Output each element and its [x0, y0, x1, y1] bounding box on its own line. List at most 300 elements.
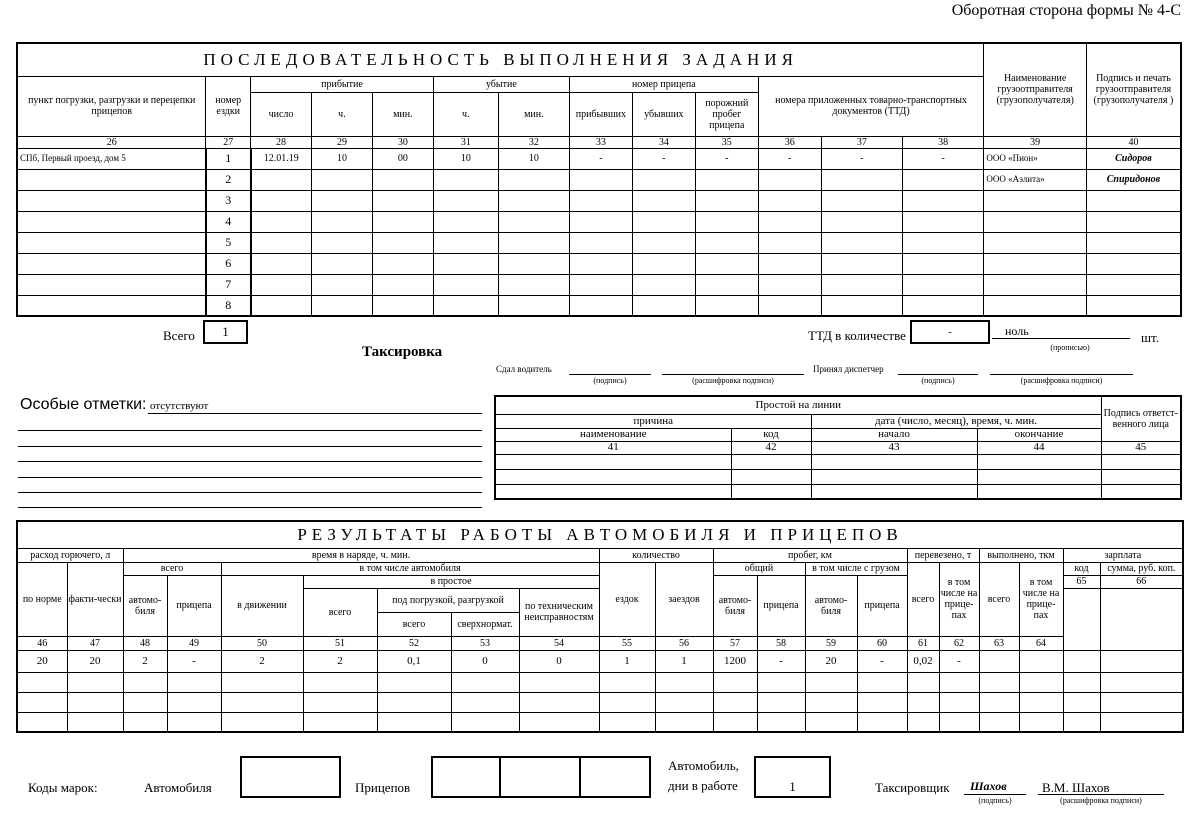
results-empty-cell [599, 672, 655, 692]
dt-cell [495, 484, 731, 499]
ttd-cell [902, 211, 983, 232]
results-value-cell: 0 [519, 650, 599, 672]
sequence-table [16, 42, 1182, 317]
dt-cell [977, 454, 1101, 469]
downtime-title: Простой на линии [495, 396, 1101, 414]
total-value: 1 [222, 324, 229, 339]
results-empty-cell [655, 672, 713, 692]
empty-run-cell [695, 211, 758, 232]
results-empty-cell [805, 672, 857, 692]
h-trips: ездок [599, 562, 655, 636]
h-done-incl: в том числе на прице-пах [1019, 562, 1063, 636]
results-empty-cell [857, 672, 907, 692]
trip-no-cell: 1 [206, 148, 251, 169]
results-table [16, 520, 1184, 733]
empty-run-cell [695, 169, 758, 190]
h-dt-name: наименование [495, 428, 731, 441]
h-empty-run: порожний пробег прицепа [695, 92, 758, 136]
ttd-cell: - [821, 148, 902, 169]
arr-hour-cell: 10 [311, 148, 372, 169]
ttd-cell: - [758, 148, 821, 169]
ttd-label: ТТД в количестве [808, 328, 906, 343]
dep-hour-cell [433, 295, 498, 316]
salary-num-65: 65 [1063, 575, 1100, 588]
results-value-cell: 1 [655, 650, 713, 672]
h-with-cargo: в том числе с грузом [805, 562, 907, 575]
h-cargo-car: автомо-биля [805, 575, 857, 636]
arr-hour-cell [311, 169, 372, 190]
dep-min-cell [498, 253, 569, 274]
dt-cell [731, 454, 811, 469]
results-empty-cell [979, 712, 1019, 732]
consignor-sign-cell [1086, 211, 1181, 232]
arr-date-cell [251, 295, 312, 316]
results-col-num: 59 [805, 636, 857, 650]
h-dt-code: код [731, 428, 811, 441]
dt-cell [977, 484, 1101, 499]
h-time: время в наряде, ч. мин. [123, 548, 599, 562]
ttd-cell [902, 274, 983, 295]
arr-date-cell [251, 169, 312, 190]
h-loading-all: всего [377, 612, 451, 636]
results-empty-cell [939, 692, 979, 712]
seq-col-num: 38 [902, 136, 983, 148]
results-empty-cell [167, 712, 221, 732]
ttd-cell [758, 232, 821, 253]
results-value-cell: 20 [17, 650, 67, 672]
results-empty-cell [1100, 692, 1183, 712]
dep-hour-cell [433, 211, 498, 232]
car-label: Автомобиля [144, 780, 212, 795]
dispatcher-decode-caption: (расшифровка подписи) [1020, 376, 1103, 385]
salary-empty-cell [1100, 650, 1183, 672]
taxer-sign-caption: (подпись) [978, 796, 1012, 805]
results-value-cell: - [167, 650, 221, 672]
trailer-departed-cell [632, 169, 695, 190]
h-visits: заездов [655, 562, 713, 636]
trip-no-cell: 6 [206, 253, 251, 274]
sequence-title: ПОСЛЕДОВАТЕЛЬНОСТЬ ВЫПОЛНЕНИЯ ЗАДАНИЯ [17, 43, 984, 76]
results-empty-cell [221, 672, 303, 692]
arr-hour-cell [311, 253, 372, 274]
h-all: всего [123, 562, 221, 575]
trailer-arrived-cell [569, 232, 632, 253]
h-general: общий [713, 562, 805, 575]
trailer-arrived-cell [569, 253, 632, 274]
results-value-cell [979, 650, 1019, 672]
results-value-cell: - [857, 650, 907, 672]
results-empty-cell [757, 692, 805, 712]
ttd-cell [902, 190, 983, 211]
h-dep-hour: ч. [433, 92, 498, 136]
h-dt-end: окончание [977, 428, 1101, 441]
dt-cell [811, 454, 977, 469]
h-carried-incl: в том числе на прице-пах [939, 562, 979, 636]
results-empty-cell [451, 712, 519, 732]
ttd-cell [902, 169, 983, 190]
results-col-num: 60 [857, 636, 907, 650]
arr-date-cell [251, 211, 312, 232]
results-col-num: 51 [303, 636, 377, 650]
h-idle-total: всего [303, 588, 377, 636]
empty-run-cell [695, 232, 758, 253]
ttd-cell [821, 253, 902, 274]
h-dt-start: начало [811, 428, 977, 441]
salary-cell [1063, 588, 1100, 650]
h-qty: количество [599, 548, 713, 562]
h-mileage: пробег, км [713, 548, 907, 562]
arr-date-cell [251, 232, 312, 253]
dt-cell [1101, 454, 1181, 469]
dep-min-cell [498, 274, 569, 295]
point-cell [17, 211, 206, 232]
empty-run-cell [695, 190, 758, 211]
dt-cell [495, 469, 731, 484]
arr-date-cell [251, 190, 312, 211]
seq-col-num: 39 [984, 136, 1087, 148]
results-empty-cell [167, 692, 221, 712]
seq-col-num: 29 [311, 136, 372, 148]
trip-no-cell: 2 [206, 169, 251, 190]
results-col-num: 48 [123, 636, 167, 650]
results-empty-cell [757, 672, 805, 692]
results-empty-cell [519, 712, 599, 732]
trip-no-cell: 8 [206, 295, 251, 316]
dep-hour-cell [433, 253, 498, 274]
empty-run-cell: - [695, 148, 758, 169]
consignor-name-cell: ООО «Аэлита» [984, 169, 1087, 190]
results-empty-cell [67, 672, 123, 692]
arr-hour-cell [311, 211, 372, 232]
results-value-cell: - [757, 650, 805, 672]
arr-min-cell: 00 [372, 148, 433, 169]
trailer-arrived-cell [569, 190, 632, 211]
dep-hour-cell [433, 232, 498, 253]
h-trailer-no: номер прицепа [569, 76, 758, 92]
taxer-signature: Шахов [970, 779, 1007, 793]
results-empty-cell [67, 692, 123, 712]
ttd-cell [902, 232, 983, 253]
consignor-name-cell [984, 190, 1087, 211]
trailer-departed-cell [632, 274, 695, 295]
trailer-arrived-cell: - [569, 148, 632, 169]
empty-run-cell [695, 274, 758, 295]
h-ttd: номера приложенных товарно-транспортных документов (ТТД) [758, 76, 984, 136]
seq-col-num: 32 [498, 136, 569, 148]
results-empty-cell [519, 672, 599, 692]
point-cell [17, 169, 206, 190]
results-value-cell: 0 [451, 650, 519, 672]
h-reason: причина [495, 414, 811, 428]
consignor-sign-cell [1086, 232, 1181, 253]
results-empty-cell [939, 672, 979, 692]
notes-value: отсутствуют [150, 400, 209, 412]
h-salary-code: код [1063, 562, 1100, 575]
results-col-num: 54 [519, 636, 599, 650]
results-col-num: 55 [599, 636, 655, 650]
trailer-arrived-cell [569, 169, 632, 190]
trailer-departed-cell [632, 295, 695, 316]
h-done-all: всего [979, 562, 1019, 636]
seq-col-num: 30 [372, 136, 433, 148]
results-col-num: 63 [979, 636, 1019, 650]
trailer-code-box-2 [499, 756, 581, 798]
ttd-cell [902, 295, 983, 316]
trailer-departed-cell [632, 232, 695, 253]
ttd-cell [821, 190, 902, 211]
h-trip-no: номер ездки [206, 76, 251, 136]
consignor-name-cell: ООО «Пион» [984, 148, 1087, 169]
results-empty-cell [805, 712, 857, 732]
results-empty-cell [1100, 672, 1183, 692]
results-empty-cell [655, 692, 713, 712]
seq-col-num: 34 [632, 136, 695, 148]
results-empty-cell [17, 692, 67, 712]
ttd-cell: - [902, 148, 983, 169]
dispatcher-label: Принял диспетчер [813, 364, 884, 374]
results-value-cell: 20 [805, 650, 857, 672]
dt-cell [1101, 469, 1181, 484]
h-arrived: прибывших [569, 92, 632, 136]
trailer-departed-cell [632, 190, 695, 211]
results-empty-cell [1063, 672, 1100, 692]
h-loading: под погрузкой, разгрузкой [377, 588, 519, 612]
sequence-row [17, 169, 1181, 190]
results-col-num: 50 [221, 636, 303, 650]
seq-col-num: 28 [251, 136, 312, 148]
trailer-departed-cell [632, 253, 695, 274]
results-empty-cell [939, 712, 979, 732]
results-empty-cell [1019, 712, 1063, 732]
trailer-arrived-cell [569, 274, 632, 295]
driver-sign-caption: (подпись) [593, 376, 627, 385]
results-value-cell: 2 [221, 650, 303, 672]
driver-label: Сдал водитель [496, 364, 552, 374]
arr-min-cell [372, 274, 433, 295]
arr-min-cell [372, 232, 433, 253]
h-arr-min: мин. [372, 92, 433, 136]
h-moving: в движении [221, 575, 303, 636]
sequence-row [17, 232, 1181, 253]
dt-cell [731, 484, 811, 499]
h-mil-trailer: прицепа [757, 575, 805, 636]
sequence-row [17, 253, 1181, 274]
consignor-sign-cell [1086, 253, 1181, 274]
results-empty-cell [857, 712, 907, 732]
arr-min-cell [372, 211, 433, 232]
arr-date-cell: 12.01.19 [251, 148, 312, 169]
results-empty-cell [303, 672, 377, 692]
consignor-name-cell [984, 253, 1087, 274]
results-value-cell [1019, 650, 1063, 672]
dt-num-45: 45 [1101, 441, 1181, 454]
results-col-num: 49 [167, 636, 221, 650]
results-empty-cell [303, 692, 377, 712]
ttd-unit: шт. [1141, 330, 1159, 345]
results-empty-cell [303, 712, 377, 732]
form-title: Оборотная сторона формы № 4-С [951, 2, 1181, 19]
h-point: пункт погрузки, разгрузки и перецепки прицепов [17, 76, 206, 136]
h-incl-car: в том числе автомобиля [221, 562, 599, 575]
results-empty-cell [857, 692, 907, 712]
trip-no-cell: 4 [206, 211, 251, 232]
results-col-num: 58 [757, 636, 805, 650]
trailer-label: Прицепов [355, 780, 411, 795]
h-all-trailer: прицепа [167, 575, 221, 636]
trailer-departed-cell [632, 211, 695, 232]
ttd-cell [758, 253, 821, 274]
results-empty-cell [221, 692, 303, 712]
consignor-name-cell [984, 211, 1087, 232]
h-consignor-sign: Подпись и печать грузоотправителя (грузополучателя ) [1086, 43, 1181, 136]
days-label-1: Автомобиль, [668, 758, 739, 773]
ttd-words: ноль [1005, 324, 1029, 338]
point-cell [17, 253, 206, 274]
results-empty-cell [167, 672, 221, 692]
results-empty-cell [713, 692, 757, 712]
total-value-box [203, 320, 248, 344]
h-arrival: прибытие [251, 76, 434, 92]
consignor-sign-cell: Сидоров [1086, 148, 1181, 169]
seq-col-num: 33 [569, 136, 632, 148]
h-datetime: дата (число, месяц), время, ч. мин. [811, 414, 1101, 428]
results-value-cell: 2 [123, 650, 167, 672]
empty-run-cell [695, 253, 758, 274]
results-empty-cell [519, 692, 599, 712]
h-consignor-name: Наименование грузоотправителя (грузополучателя) [984, 43, 1087, 136]
taxer-label: Таксировщик [875, 780, 950, 795]
results-empty-cell [1019, 672, 1063, 692]
seq-col-num: 26 [17, 136, 206, 148]
results-empty-cell [1100, 712, 1183, 732]
ttd-cell [758, 295, 821, 316]
seq-col-num: 35 [695, 136, 758, 148]
downtime-table [494, 395, 1182, 500]
taxer-decode-caption: (расшифровка подписи) [1060, 796, 1142, 805]
seq-col-num: 40 [1086, 136, 1181, 148]
results-value-cell: 20 [67, 650, 123, 672]
dt-cell [731, 469, 811, 484]
results-col-num: 56 [655, 636, 713, 650]
arr-date-cell [251, 253, 312, 274]
arr-hour-cell [311, 232, 372, 253]
ttd-cell [821, 169, 902, 190]
consignor-name-cell [984, 274, 1087, 295]
results-empty-cell [907, 712, 939, 732]
h-departure: убытие [433, 76, 569, 92]
ttd-cell [821, 211, 902, 232]
results-col-num: 47 [67, 636, 123, 650]
results-value-cell: 2 [303, 650, 377, 672]
ttd-cell [821, 274, 902, 295]
arr-hour-cell [311, 190, 372, 211]
dt-cell [1101, 484, 1181, 499]
consignor-name-cell [984, 232, 1087, 253]
ttd-cell [821, 232, 902, 253]
point-cell [17, 274, 206, 295]
consignor-name-cell [984, 295, 1087, 316]
trip-no-cell: 3 [206, 190, 251, 211]
dep-hour-cell [433, 169, 498, 190]
trailer-arrived-cell [569, 211, 632, 232]
driver-decode-caption: (расшифровка подписи) [692, 376, 774, 385]
h-norm: по норме [17, 562, 67, 636]
h-salary-sum: сумма, руб. коп. [1100, 562, 1183, 575]
h-fact: факти-чески [67, 562, 123, 636]
codes-label: Коды марок: [28, 780, 98, 795]
results-value-cell: - [939, 650, 979, 672]
consignor-sign-cell [1086, 295, 1181, 316]
results-empty-cell [377, 712, 451, 732]
total-label: Всего [163, 328, 195, 343]
arr-min-cell [372, 253, 433, 274]
h-tech: по техническим неисправностям [519, 588, 599, 636]
results-value-cell: 0,1 [377, 650, 451, 672]
trailer-code-box-1 [431, 756, 501, 798]
dt-num-42: 42 [731, 441, 811, 454]
days-value: 1 [789, 779, 796, 794]
consignor-sign-cell [1086, 190, 1181, 211]
ttd-cell [902, 253, 983, 274]
days-label-2: дни в работе [668, 778, 738, 793]
results-empty-cell [757, 712, 805, 732]
trip-no-cell: 7 [206, 274, 251, 295]
h-dep-min: мин. [498, 92, 569, 136]
ttd-cell [758, 169, 821, 190]
dep-hour-cell: 10 [433, 148, 498, 169]
results-col-num: 53 [451, 636, 519, 650]
h-carried: перевезено, т [907, 548, 979, 562]
results-title: РЕЗУЛЬТАТЫ РАБОТЫ АВТОМОБИЛЯ И ПРИЦЕПОВ [17, 521, 1183, 548]
results-col-num: 52 [377, 636, 451, 650]
h-done: выполнено, ткм [979, 548, 1063, 562]
point-cell [17, 232, 206, 253]
h-over: сверхнормат. [451, 612, 519, 636]
point-cell [17, 190, 206, 211]
car-code-box [240, 756, 341, 798]
ttd-cell [758, 190, 821, 211]
dt-num-41: 41 [495, 441, 731, 454]
dt-cell [811, 469, 977, 484]
arr-hour-cell [311, 274, 372, 295]
results-empty-cell [599, 692, 655, 712]
dep-min-cell [498, 169, 569, 190]
taxer-name: В.М. Шахов [1042, 780, 1110, 795]
results-col-num: 61 [907, 636, 939, 650]
results-empty-cell [805, 692, 857, 712]
results-empty-cell [713, 712, 757, 732]
empty-run-cell [695, 295, 758, 316]
h-downtime-sign: Подпись ответст-венного лица [1101, 396, 1181, 441]
consignor-sign-cell [1086, 274, 1181, 295]
dt-cell [977, 469, 1101, 484]
results-value-cell: 1200 [713, 650, 757, 672]
h-idle: в простое [303, 575, 599, 588]
results-empty-cell [17, 712, 67, 732]
ttd-cell [758, 211, 821, 232]
results-col-num: 64 [1019, 636, 1063, 650]
h-all-car: автомо-биля [123, 575, 167, 636]
results-empty-cell [979, 672, 1019, 692]
seq-col-num: 36 [758, 136, 821, 148]
notes-label: Особые отметки: [20, 396, 147, 413]
results-empty-cell [451, 692, 519, 712]
dep-min-cell [498, 295, 569, 316]
consignor-sign-cell: Спиридонов [1086, 169, 1181, 190]
h-mil-car: автомо-биля [713, 575, 757, 636]
sequence-row [17, 190, 1181, 211]
trailer-arrived-cell [569, 295, 632, 316]
